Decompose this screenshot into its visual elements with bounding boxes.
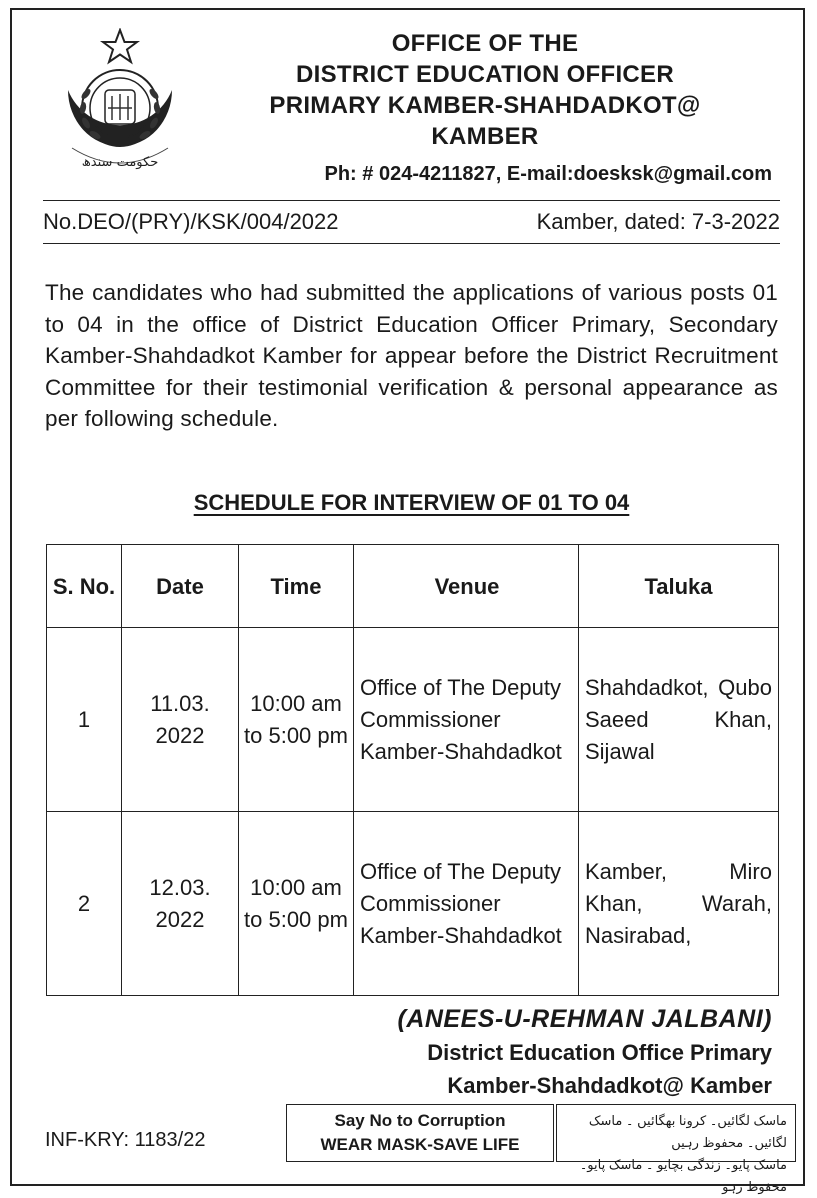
row-time: 10:00 am to 5:00 pm xyxy=(239,812,354,996)
inf-number: INF-KRY: 1183/22 xyxy=(45,1129,206,1151)
row-date: 11.03. 2022 xyxy=(122,628,239,812)
sindh-government-emblem-icon xyxy=(50,28,190,178)
signature-block xyxy=(250,1003,772,1102)
reference-number: No.DEO/(PRY)/KSK/004/2022 xyxy=(43,209,339,234)
emblem-inscription: حکومت سندھ xyxy=(81,155,159,170)
signatory-location: Kamber-Shahdadkot@ Kamber xyxy=(447,1073,772,1098)
row-taluka-text: Shahdadkot, Qubo Saeed Khan, Sijawal xyxy=(585,674,772,764)
urdu-slogan-line-2: ماسک پایو۔ زندگی بچایو ۔ ماسک پایو۔ محفوظ رہو xyxy=(579,1157,787,1194)
row-taluka xyxy=(579,812,779,996)
header-line-4: KAMBER xyxy=(431,123,539,150)
contact-line: Ph: # 024-4211827, E-mail:doesksk@gmail.com xyxy=(324,163,772,185)
table-row xyxy=(47,628,779,812)
row-sno: 1 xyxy=(47,628,122,812)
slogan-corruption: Say No to Corruption xyxy=(334,1111,506,1130)
office-header xyxy=(205,28,765,152)
signatory-name: (ANEES-U-REHMAN JALBANI) xyxy=(397,1005,772,1033)
signatory-office: District Education Office Primary xyxy=(427,1040,772,1065)
row-taluka xyxy=(579,628,779,812)
header-taluka: Taluka xyxy=(579,545,779,628)
row-venue: Office of The Deputy Commissioner Kamber-Shahdadkot xyxy=(354,812,579,996)
header-venue: Venue xyxy=(354,545,579,628)
header-time: Time xyxy=(239,545,354,628)
schedule-title-text: SCHEDULE FOR INTERVIEW OF 01 TO 04 xyxy=(193,490,630,515)
row-date: 12.03. 2022 xyxy=(122,812,239,996)
reference-line xyxy=(43,200,780,244)
schedule-title xyxy=(45,490,778,516)
header-date: Date xyxy=(122,545,239,628)
row-time: 10:00 am to 5:00 pm xyxy=(239,628,354,812)
slogan-mask: WEAR MASK-SAVE LIFE xyxy=(320,1135,520,1154)
table-header-row xyxy=(47,545,779,628)
body-paragraph: The candidates who had submitted the applications of various posts 01 to 04 in the office of District Education Officer Primary, Secondary Kamber-Shahdadkot Kamber for appear before the District Recruitment Committee for their testimonial verification & personal appearance as per following schedule. xyxy=(45,280,778,431)
urdu-slogan-box xyxy=(556,1104,796,1194)
reference-date: Kamber, dated: 7-3-2022 xyxy=(536,209,780,234)
header-line-3: PRIMARY KAMBER-SHAHDADKOT@ xyxy=(269,92,701,119)
slogan-box xyxy=(286,1104,554,1162)
row-taluka-text: Kamber, Miro Khan, Warah, Nasirabad, xyxy=(585,858,772,948)
row-venue: Office of The Deputy Commissioner Kamber-Shahdadkot xyxy=(354,628,579,812)
table-row xyxy=(47,812,779,996)
header-line-2: DISTRICT EDUCATION OFFICER xyxy=(295,61,674,88)
urdu-slogan-line-1: ماسک لگائیں۔ کرونا بھگائیں ۔ ماسک لگائیں۔ محفوظ رہیں xyxy=(588,1113,787,1150)
header-sno: S. No. xyxy=(47,545,122,628)
schedule-table xyxy=(46,544,779,996)
header-line-1: OFFICE OF THE xyxy=(391,30,579,57)
row-sno: 2 xyxy=(47,812,122,996)
